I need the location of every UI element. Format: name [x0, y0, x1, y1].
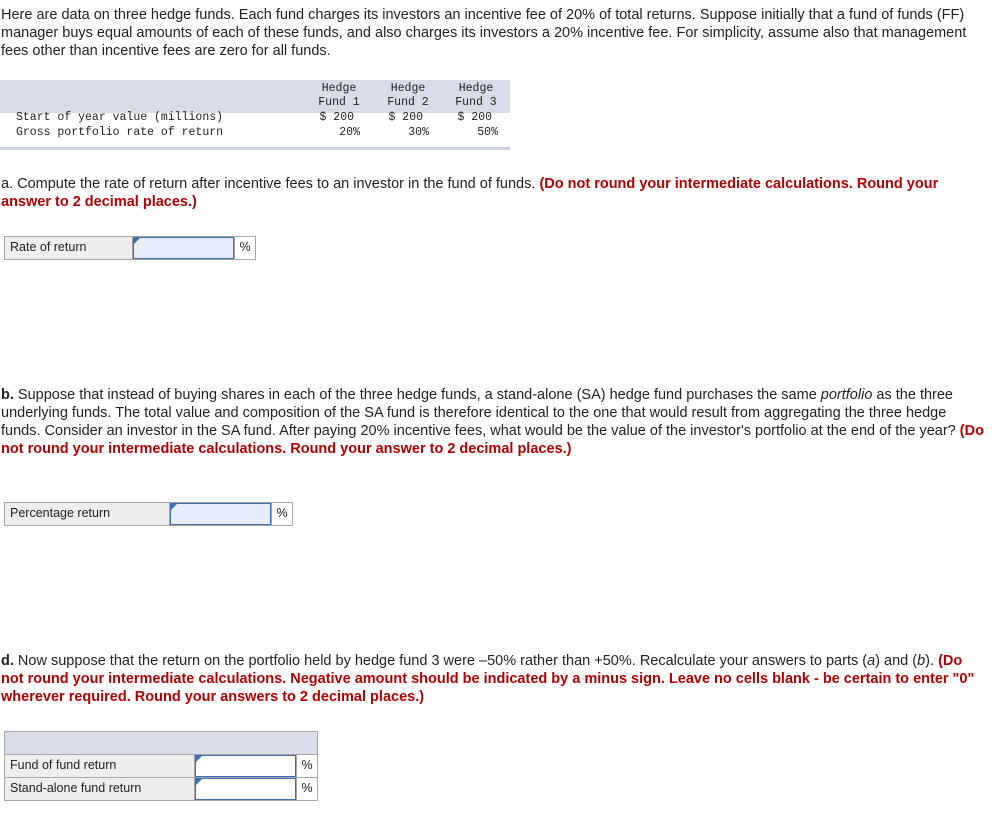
stand-alone-fund-return-input[interactable]: [195, 778, 296, 800]
cell-fund-2-start: $ 200: [388, 111, 423, 124]
cell-fund-1-return: 20%: [339, 126, 360, 139]
percentage-return-label: Percentage return: [5, 503, 170, 525]
stand-alone-fund-return-row: [4, 777, 318, 801]
intro-text: Here are data on three hedge funds. Each fund charges its investors an incentive fee of 20% of total returns. Suppose initially that a fund of funds (FF) manager buys equal amounts of each of these funds, and also charges its investors a 20% incentive fee. For simplicity, assume also that management fees other than incentive fees are zero for all funds.: [1, 7, 967, 59]
hedge-fund-table: [0, 80, 510, 150]
part-a-question: a. Compute the rate of return after incentive fees to an investor in the fund of funds. (Do not round your intermediate calculations. Round your answer to 2 decimal places.): [1, 176, 939, 210]
percentage-return-input[interactable]: [170, 503, 271, 525]
column-header-fund-3: Hedge Fund 3: [455, 82, 497, 109]
table-footer-rule: [0, 147, 510, 150]
part-b-question: b. Suppose that instead of buying shares in each of the three hedge funds, a stand-alone (SA) hedge fund purchases the same portfolio as the three underlying funds. The total value and composition of the SA fund is therefore identical to the one that would result from aggregating the three hedge funds. Consider an investor in the SA fund. After paying 20% incentive fees, what would be the value of the investor's portfolio at the end of the year? (Do not round your intermediate calculations. Round your answer to 2 decimal places.): [1, 387, 984, 457]
row-label-start-value: Start of year value (millions): [16, 111, 224, 124]
cell-fund-3-start: $ 200: [457, 111, 492, 124]
stand-alone-fund-return-label: Stand-alone fund return: [5, 778, 195, 800]
fund-of-fund-return-label: Fund of fund return: [5, 755, 195, 777]
part-b-instruction: (Do not round your intermediate calculations. Round your answer to 2 decimal places.): [1, 423, 984, 457]
cell-fund-1-start: $ 200: [319, 111, 354, 124]
part-d-table-header: [4, 731, 318, 755]
cell-fund-2-return: 30%: [408, 126, 429, 139]
rate-of-return-unit: %: [234, 237, 255, 259]
fund-of-fund-return-unit: %: [296, 755, 317, 777]
fund-of-fund-return-row: [4, 754, 318, 778]
part-d-question: d. Now suppose that the return on the portfolio held by hedge fund 3 were –50% rather than +50%. Recalculate your answers to parts (a) and (b). (Do not round your intermediate calculations. Negative amount should be indicated by a minus sign. Leave no cells blank - be certain to enter "0" wherever required. Round your answers to 2 decimal places.): [1, 653, 975, 705]
rate-of-return-input[interactable]: [133, 237, 234, 259]
rate-of-return-row: [4, 236, 256, 260]
column-header-fund-1: Hedge Fund 1: [318, 82, 360, 109]
part-d-instruction: (Do not round your intermediate calculations. Negative amount should be indicated by a minus sign. Leave no cells blank - be certain to enter "0" wherever required. Round your answers to 2 decimal places.): [1, 653, 975, 705]
rate-of-return-label: Rate of return: [5, 237, 133, 259]
percentage-return-row: [4, 502, 293, 526]
part-a-instruction: (Do not round your intermediate calculations. Round your answer to 2 decimal places.): [1, 176, 939, 210]
column-header-fund-2: Hedge Fund 2: [387, 82, 429, 109]
cell-fund-3-return: 50%: [477, 126, 498, 139]
percentage-return-unit: %: [271, 503, 292, 525]
fund-of-fund-return-input[interactable]: [195, 755, 296, 777]
row-label-gross-return: Gross portfolio rate of return: [16, 126, 224, 139]
stand-alone-fund-return-unit: %: [296, 778, 317, 800]
